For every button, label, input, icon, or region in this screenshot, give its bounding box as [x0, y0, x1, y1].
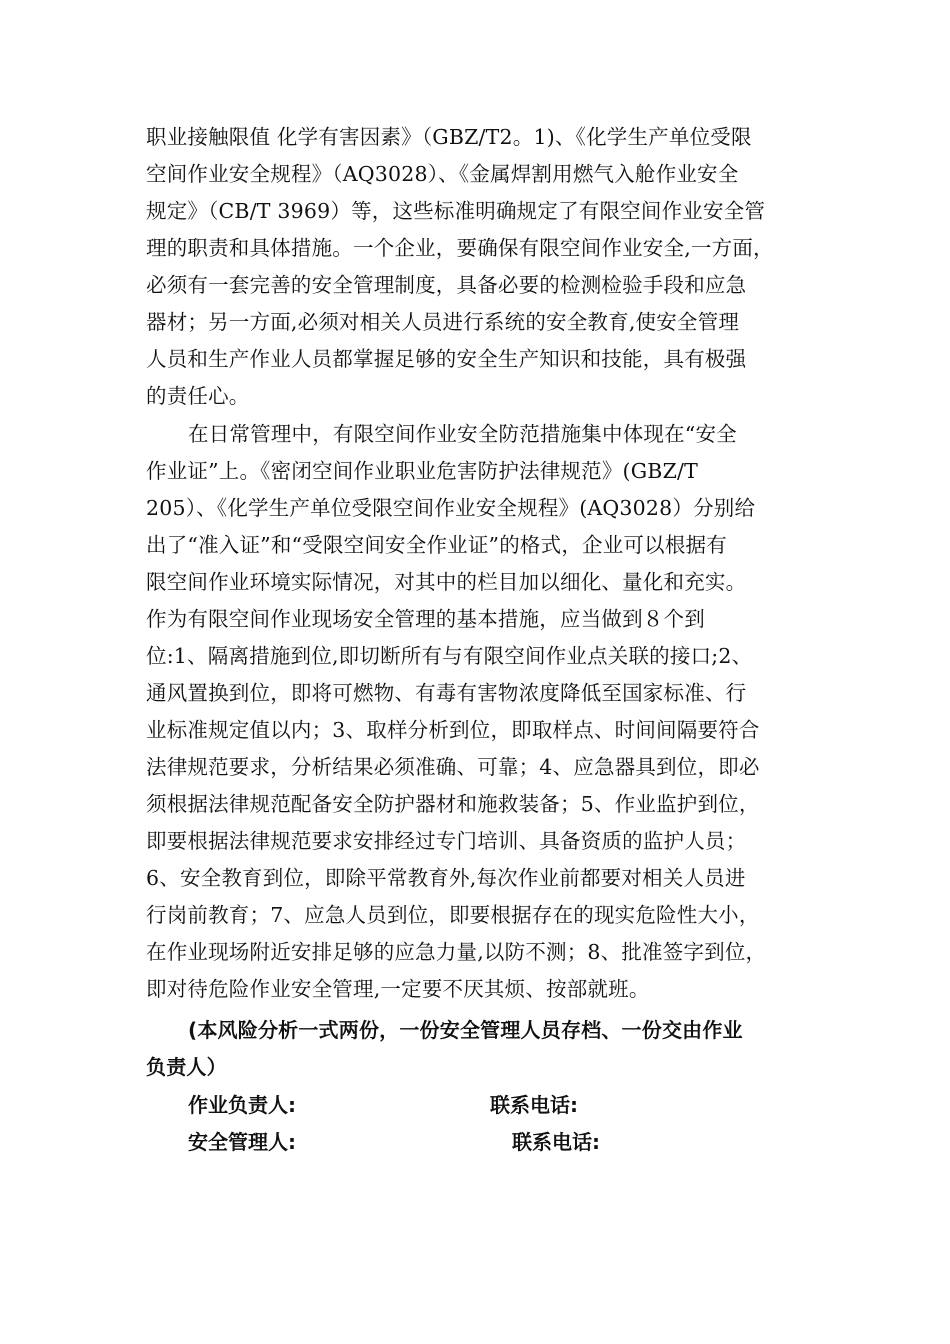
paragraph1-line-2: 空间作业安全规程》（AQ3028）、《金属焊割用燃气入舱作业安全 — [146, 162, 739, 186]
paragraph1-line-4: 理的职责和具体措施。一个企业，要确保有限空间作业安全,一方面， — [146, 236, 774, 260]
paragraph1-line-7: 人员和生产作业人员都掌握足够的安全生产知识和技能，具有极强 — [146, 347, 747, 371]
paragraph2-line-12: 即要根据法律规范要求安排经过专门培训、具备资质的监护人员； — [146, 829, 747, 853]
paragraph2-line-9: 业标准规定值以内；3、取样分析到位，即取样点、时间间隔要符合 — [146, 718, 760, 742]
paragraph2-line-16: 即对待危险作业安全管理,一定要不厌其烦、按部就班。 — [146, 977, 650, 1001]
paragraph1-line-1: 职业接触限值 化学有害因素》（GBZ/T2。1)、《化学生产单位受限 — [146, 125, 752, 149]
paragraph1-line-8: 的责任心。 — [146, 384, 250, 408]
work-leader-phone-label: 联系电话: — [490, 1093, 578, 1117]
paragraph2-line-11: 须根据法律规范配备安全防护器材和施救装备；5、作业监护到位， — [146, 792, 760, 816]
safety-manager-label: 安全管理人: — [188, 1130, 296, 1154]
note-line-1: (本风险分析一式两份，一份安全管理人员存档、一份交由作业 — [188, 1018, 743, 1042]
paragraph1-line-3: 规定》（CB/T 3969）等，这些标准明确规定了有限空间作业安全管 — [146, 199, 766, 223]
paragraph2-line-13: 6、安全教育到位，即除平常教育外,每次作业前都要对相关人员进 — [146, 866, 746, 890]
paragraph2-line-15: 在作业现场附近安排足够的应急力量,以防不测；8、批准签字到位， — [146, 940, 767, 964]
paragraph2-line-4: 出了“准入证”和“受限空间安全作业证”的格式，企业可以根据有 — [146, 533, 727, 557]
paragraph2-line-14: 行岗前教育；7、应急人员到位，即要根据存在的现实危险性大小， — [146, 903, 760, 927]
paragraph1-line-6: 器材；另一方面,必须对相关人员进行系统的安全教育,使安全管理 — [146, 310, 740, 334]
paragraph1-line-5: 必须有一套完善的安全管理制度，具备必要的检测检验手段和应急 — [146, 273, 747, 297]
paragraph2-line-6: 作为有限空间作业现场安全管理的基本措施，应当做到８个到 — [146, 607, 705, 631]
paragraph2-line-1: 在日常管理中，有限空间作业安全防范措施集中体现在“安全 — [188, 422, 737, 446]
work-leader-label: 作业负责人: — [188, 1093, 296, 1117]
paragraph2-line-5: 限空间作业环境实际情况，对其中的栏目加以细化、量化和充实。 — [146, 570, 747, 594]
paragraph2-line-10: 法律规范要求，分析结果必须准确、可靠；4、应急器具到位，即必 — [146, 755, 760, 779]
paragraph2-line-8: 通风置换到位，即将可燃物、有毒有害物浓度降低至国家标准、行 — [146, 681, 747, 705]
paragraph2-line-7: 位:1、隔离措施到位,即切断所有与有限空间作业点关联的接口;2、 — [146, 644, 753, 668]
paragraph2-line-3: 205）、《化学生产单位受限空间作业安全规程》(AQ3028）分别给 — [146, 496, 756, 520]
paragraph2-line-2: 作业证”上。《密闭空间作业职业危害防护法律规范》(GBZ/T — [146, 459, 698, 483]
safety-manager-phone-label: 联系电话: — [512, 1130, 600, 1154]
note-line-2: 负责人） — [146, 1055, 227, 1079]
